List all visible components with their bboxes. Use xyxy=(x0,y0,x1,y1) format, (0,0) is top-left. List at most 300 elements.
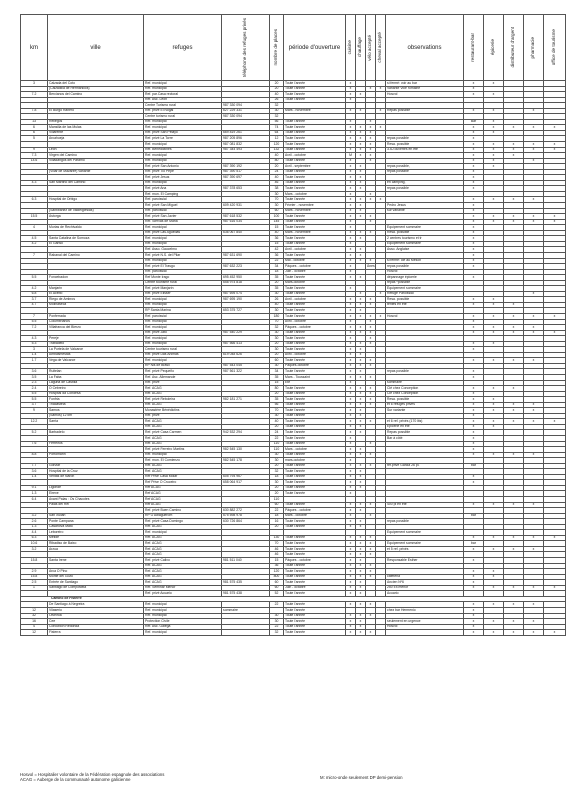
cell-velo: x xyxy=(366,363,376,369)
cell-chauffage: x xyxy=(356,563,366,569)
cell-ville: Casanova Mato xyxy=(48,524,144,530)
cell-cuisine: x xyxy=(346,541,356,547)
cell-restaurant: x xyxy=(464,241,484,247)
cell-telephone: 987 616 034 xyxy=(222,219,270,225)
cell-velo: x xyxy=(366,630,376,636)
cell-places: 110 xyxy=(270,447,284,453)
cell-periode: Mars - novembre xyxy=(284,230,346,236)
cell-restaurant: x xyxy=(464,153,484,159)
cell-chauffage: x xyxy=(356,402,366,408)
cell-chauffage: x xyxy=(356,236,366,242)
cell-observations: 3 AJ ouvertes en été xyxy=(386,147,464,153)
cell-restaurant: x xyxy=(464,313,484,319)
cell-ville: Ligonde xyxy=(48,485,144,491)
cell-chauffage: x xyxy=(356,463,366,469)
cell-pharmacie: x xyxy=(524,602,544,608)
cell-periode: Mars - novembre xyxy=(284,208,346,214)
cell-chauffage: x xyxy=(356,252,366,258)
cell-refuge: Ref. privé Das Animas xyxy=(144,352,222,358)
cell-restaurant: x xyxy=(464,142,484,148)
cell-refuge: Ref. municipal xyxy=(144,158,222,164)
cell-km: 12 xyxy=(21,607,48,613)
cell-periode: Toute l'année xyxy=(284,630,346,636)
cell-refuge: Ref. municipal xyxy=(144,607,222,613)
cell-cheval: x xyxy=(376,86,386,92)
cell-velo: Ânes xyxy=(367,263,375,268)
cell-pharmacie: x xyxy=(524,408,544,414)
cell-places: 16 xyxy=(270,519,284,525)
cell-velo: x xyxy=(366,602,376,608)
cell-periode: Toute l'année xyxy=(284,563,346,569)
cell-km: 4.4 xyxy=(21,530,48,536)
cell-km: 6 xyxy=(21,125,48,131)
cell-ville: Hospital de la Cruz xyxy=(48,469,144,475)
cell-distributeur: x xyxy=(504,302,524,308)
footer-acag: ACAG = Auberge de la communauté autonome galicienne xyxy=(20,777,131,783)
cell-cuisine: x xyxy=(346,430,356,436)
cell-cuisine: x xyxy=(346,624,356,630)
cell-pharmacie: x xyxy=(524,108,544,114)
cell-places: 30 xyxy=(270,613,284,619)
cell-epicerie: x xyxy=(484,164,504,170)
cell-observations: Hosvol xyxy=(386,624,464,630)
cell-km: 7 xyxy=(21,252,48,258)
cell-chauffage: x xyxy=(356,535,366,541)
cell-velo: x xyxy=(366,325,376,331)
cell-periode: Avril - octobre xyxy=(284,352,346,358)
cell-refuge: Ref. paroissial xyxy=(144,269,222,275)
cell-restaurant: x xyxy=(464,630,484,636)
cell-ville: Laguna de Castilla xyxy=(48,380,144,386)
cell-km: 2.9 xyxy=(21,569,48,575)
cell-refuge: Ref. privé Reboleira xyxy=(144,397,222,403)
cell-ville: (Villar de Mazarife) variante xyxy=(48,169,144,175)
cell-restaurant: x xyxy=(464,341,484,347)
cell-restaurant: x xyxy=(464,214,484,220)
cell-ville: Arca O Pino xyxy=(48,569,144,575)
cell-telephone: 987 566 413 xyxy=(222,341,270,347)
cell-velo: x xyxy=(366,546,376,552)
cell-observations: Epicerie en été xyxy=(386,424,464,430)
cell-ville: Gonzar xyxy=(48,463,144,469)
cell-velo: x xyxy=(366,341,376,347)
cell-periode: Toute l'année xyxy=(284,485,346,491)
cell-places: 30 xyxy=(270,413,284,419)
cell-chauffage: x xyxy=(356,247,366,253)
cell-cuisine: x xyxy=(346,591,356,597)
cell-ville: Leon xyxy=(48,147,144,153)
cell-places: 40 xyxy=(270,230,284,236)
cell-ville: Reliegos xyxy=(48,119,144,125)
cell-cuisine: x xyxy=(346,108,356,114)
cell-periode: Toute l'année xyxy=(284,419,346,425)
cell-refuge: Ref. privé El Nogal xyxy=(144,108,222,114)
cell-telephone: 981 575 438 xyxy=(222,591,270,597)
cell-velo: x xyxy=(366,397,376,403)
cell-office: x xyxy=(544,535,566,541)
cell-chauffage: x xyxy=(356,469,366,475)
cell-velo: x xyxy=(366,302,376,308)
cell-velo: x xyxy=(366,86,376,92)
cell-telephone: 669 819 261 xyxy=(222,130,270,136)
refuge-table-body xyxy=(21,81,566,636)
cell-ville: (Samos) 12 km xyxy=(48,413,144,419)
cell-places: 40 xyxy=(270,175,284,181)
cell-epicerie: x xyxy=(484,125,504,131)
cell-restaurant: Bar xyxy=(464,119,484,125)
cell-refuge: Ref. privé Ferreiro Martins xyxy=(144,447,222,453)
footer-notes xyxy=(20,772,565,783)
cell-cuisine: x xyxy=(346,513,356,519)
cell-telephone: 675 598 978 xyxy=(222,513,270,519)
cell-periode: Toute l'année xyxy=(284,219,346,225)
cell-office: x xyxy=(544,219,566,225)
cell-observations: Resa. possible xyxy=(386,142,464,148)
cell-periode: Toute l'année xyxy=(284,491,346,497)
cell-chauffage: x xyxy=(356,108,366,114)
cell-epicerie: x xyxy=(484,325,504,331)
cell-distributeur: x xyxy=(504,219,524,225)
cell-chauffage: x xyxy=(356,574,366,580)
cell-chauffage: x xyxy=(356,585,366,591)
cell-ville: Foncebadon xyxy=(48,275,144,281)
cell-epicerie: x xyxy=(484,419,504,425)
cell-places: 24 xyxy=(270,430,284,436)
cell-office: x xyxy=(544,125,566,131)
cell-restaurant: x xyxy=(464,624,484,630)
cell-epicerie: x xyxy=(484,108,504,114)
cell-places: 30 xyxy=(270,452,284,458)
cell-telephone: 942 532 294 xyxy=(222,430,270,436)
cell-velo: x xyxy=(366,136,376,142)
cell-ville: Samos xyxy=(48,408,144,414)
cell-observations: repas possible xyxy=(386,369,464,375)
cell-velo: x xyxy=(366,391,376,397)
cell-refuge: Ref. municipal xyxy=(144,297,222,303)
cell-distributeur: x xyxy=(504,535,524,541)
cell-telephone: 987 378 653 xyxy=(222,186,270,192)
cell-distributeur: x xyxy=(504,325,524,331)
cell-cuisine: x xyxy=(346,347,356,353)
cell-km: 3.6 xyxy=(21,469,48,475)
cell-refuge: Ref. mun. El Comienzo xyxy=(144,458,222,464)
cell-chauffage: x xyxy=(356,552,366,558)
cell-places: 70 xyxy=(270,408,284,414)
cell-periode: Été xyxy=(284,380,346,386)
cell-refuge: Ref. municipal xyxy=(144,613,222,619)
cell-places: 70 xyxy=(270,197,284,203)
cell-ville: La Faba xyxy=(48,374,144,380)
cell-observations: repas possible, xyxy=(386,164,464,170)
cell-chauffage: x xyxy=(356,275,366,281)
col-observations: observations xyxy=(386,15,464,81)
cell-refuge: Ref. privé La Torre xyxy=(144,136,222,142)
cell-observations: seulement en urgence xyxy=(386,619,464,625)
cell-periode: Toute l'année xyxy=(284,92,346,98)
cell-places: 60 xyxy=(270,580,284,586)
cell-chauffage: x xyxy=(356,430,366,436)
cell-refuge: Ref. ACAG xyxy=(144,419,222,425)
cell-periode: Toute l'année xyxy=(284,119,346,125)
cell-chauffage: x xyxy=(356,408,366,414)
cell-chauffage: x xyxy=(356,546,366,552)
cell-places: 26 xyxy=(270,97,284,103)
cell-distributeur: x xyxy=(504,502,524,508)
cell-restaurant: x xyxy=(464,219,484,225)
cell-telephone: 987 618 532 xyxy=(222,214,270,220)
cell-refuge: Ref. privé Manjarin xyxy=(144,286,222,292)
cell-periode: Toute l'année xyxy=(284,574,346,580)
cell-places: 20 xyxy=(270,86,284,92)
refuge-table-sheet xyxy=(20,14,565,636)
cell-cuisine: x xyxy=(346,402,356,408)
cell-periode: Toute l'année xyxy=(284,397,346,403)
cell-periode: Toute l'année xyxy=(284,519,346,525)
cell-telephone: 987 632 223 xyxy=(222,264,270,270)
cell-chauffage: x xyxy=(356,142,366,148)
cell-km: 7 xyxy=(21,313,48,319)
cell-refuge: Ref. paroissial xyxy=(144,313,222,319)
cell-restaurant: x xyxy=(464,319,484,325)
cell-pharmacie: x xyxy=(524,142,544,148)
cell-observations: dépannage épicerie xyxy=(386,275,464,281)
cell-ville: Ponferrada xyxy=(48,313,144,319)
cell-places: 18 xyxy=(270,474,284,480)
cell-cuisine: x xyxy=(346,458,356,464)
cell-cuisine: x xyxy=(346,241,356,247)
cell-velo: x xyxy=(366,552,376,558)
cell-chauffage: x xyxy=(356,424,366,430)
cell-refuge: Ref. municipal xyxy=(144,119,222,125)
cell-cuisine: x xyxy=(346,363,356,369)
cell-refuge: Ref. privé N.S. del Pilar xyxy=(144,252,222,258)
cell-ville: Santa Catalina de Somoza xyxy=(48,236,144,242)
cell-chauffage: x xyxy=(356,186,366,192)
cell-periode: Toute l'année xyxy=(284,613,346,619)
cell-ville: Arzua xyxy=(48,546,144,552)
cell-velo: x xyxy=(366,125,376,131)
cell-pharmacie: x xyxy=(524,147,544,153)
cell-epicerie: x xyxy=(484,147,504,153)
cell-epicerie: x xyxy=(484,341,504,347)
cell-refuge: Ref. ACAG xyxy=(144,574,222,580)
cell-km: 2.6 xyxy=(21,519,48,525)
cell-periode: Toute l'année xyxy=(284,386,346,392)
col-epicerie: épicerie xyxy=(484,15,504,81)
cell-places: 74 xyxy=(270,125,284,131)
cell-km: 7.8 xyxy=(21,108,48,114)
cell-periode: Toute l'année xyxy=(284,580,346,586)
cell-velo: x xyxy=(366,191,376,197)
cell-epicerie: x xyxy=(484,158,504,164)
cell-chauffage: x xyxy=(356,613,366,619)
cell-office: x xyxy=(544,142,566,148)
cell-restaurant: x xyxy=(464,347,484,353)
cell-refuge: Ref. privé San Javier xyxy=(144,214,222,220)
col-cuisine: cuisine xyxy=(346,15,356,81)
cell-refuge: Ref. ACAG xyxy=(144,424,222,430)
cell-refuge: Ref. ACAG xyxy=(144,546,222,552)
cell-velo: x xyxy=(366,119,376,125)
cell-periode: Toute l'année xyxy=(284,591,346,597)
cell-restaurant: x xyxy=(464,480,484,486)
cell-km: 2.4 xyxy=(21,386,48,392)
cell-km: 3 xyxy=(21,347,48,353)
cell-telephone: 987 543 045 xyxy=(222,363,270,369)
cell-cuisine: x xyxy=(346,374,356,380)
cell-restaurant: x xyxy=(464,602,484,608)
cell-cuisine: x xyxy=(346,519,356,525)
cell-cuisine: x xyxy=(346,397,356,403)
cell-cuisine: x xyxy=(346,352,356,358)
cell-epicerie: x xyxy=(484,81,504,87)
cell-chauffage: x xyxy=(356,369,366,375)
cell-ville: De Santiago à Negreira xyxy=(48,602,144,608)
col-chauffage: chauffage xyxy=(356,15,366,81)
cell-distributeur: x xyxy=(504,630,524,636)
cell-restaurant: x xyxy=(464,535,484,541)
cell-restaurant: x xyxy=(464,585,484,591)
cell-cuisine: x xyxy=(346,341,356,347)
cell-places: 34 xyxy=(270,264,284,270)
cell-velo: x xyxy=(366,258,376,264)
cell-km: 12 xyxy=(21,630,48,636)
cell-pharmacie: x xyxy=(524,125,544,131)
cell-pharmacie: x xyxy=(524,219,544,225)
cell-distributeur: x xyxy=(504,419,524,425)
cell-cuisine: x xyxy=(346,574,356,580)
cell-observations: Ancien Nº6 xyxy=(386,580,464,586)
cell-chauffage: x xyxy=(356,419,366,425)
cell-refuge: Ref. privé Casa Carmen xyxy=(144,430,222,436)
cell-observations: Equipement sommaire xyxy=(386,541,464,547)
cell-chauffage: x xyxy=(356,313,366,319)
cell-places: 30 xyxy=(270,330,284,336)
cell-observations: sommaire xyxy=(386,380,464,386)
cell-periode: Juin - octobre xyxy=(284,585,346,591)
col-refuges: refuges xyxy=(144,15,222,81)
cell-restaurant: x xyxy=(464,369,484,375)
cell-pharmacie: x xyxy=(524,419,544,425)
cell-ville: Olveiroa xyxy=(48,613,144,619)
cell-ville: O Cebreiro xyxy=(48,386,144,392)
cell-epicerie: x xyxy=(484,297,504,303)
cell-places: 30 xyxy=(270,480,284,486)
cell-places: 36 xyxy=(270,563,284,569)
cell-periode: Toute l'année xyxy=(284,569,346,575)
cell-periode: Toute l'année xyxy=(284,225,346,231)
cell-observations: Equipement sommaire xyxy=(386,241,464,247)
cell-refuge: Ref. ACAG xyxy=(144,524,222,530)
cell-km: 32 xyxy=(21,613,48,619)
cell-ville: Hospital da Condesa xyxy=(48,391,144,397)
cell-refuge: Ref. municipal xyxy=(144,236,222,242)
cell-office: x xyxy=(544,147,566,153)
cell-chauffage: x xyxy=(356,347,366,353)
cell-restaurant: x xyxy=(464,374,484,380)
cell-places: 20 xyxy=(270,485,284,491)
cell-places: 46 xyxy=(270,180,284,186)
cell-places: 56 xyxy=(270,119,284,125)
cell-restaurant: x xyxy=(464,275,484,281)
cell-places: 80 xyxy=(270,386,284,392)
cell-km: 1 xyxy=(21,585,48,591)
cell-places: 60 xyxy=(270,502,284,508)
cell-ville: Ruitelan xyxy=(48,369,144,375)
cell-refuge: Ref. ACAG xyxy=(144,541,222,547)
cell-restaurant: x xyxy=(464,430,484,436)
cell-restaurant: x xyxy=(464,164,484,170)
cell-observations: Resa. possible xyxy=(386,397,464,403)
cell-refuge: Centre tourismo rural xyxy=(144,347,222,353)
cell-places: 15 xyxy=(270,241,284,247)
cell-distributeur: x xyxy=(504,358,524,364)
cell-epicerie: x xyxy=(484,424,504,430)
cell-restaurant: x xyxy=(464,436,484,442)
cell-refuge: Ref. ACAG xyxy=(144,386,222,392)
cell-distributeur: x xyxy=(504,546,524,552)
cell-km: 16 xyxy=(21,619,48,625)
cell-restaurant: x xyxy=(464,130,484,136)
cell-velo: x xyxy=(366,535,376,541)
cell-office: x xyxy=(544,630,566,636)
cell-periode: Toute l'année xyxy=(284,158,346,164)
cell-refuge: Ref. ACAG xyxy=(144,402,222,408)
cell-distributeur: x xyxy=(504,402,524,408)
cell-cuisine: x xyxy=(346,130,356,136)
cell-refuge: Ref. municipal xyxy=(144,530,222,536)
cell-pharmacie: x xyxy=(524,214,544,220)
cell-observations: tentes en été xyxy=(386,302,464,308)
cell-chauffage: x xyxy=(356,153,366,159)
cell-cuisine: x xyxy=(346,297,356,303)
cell-refuge: Ref. ACAG xyxy=(144,436,222,442)
cell-restaurant: x xyxy=(464,186,484,192)
cell-periode: Toute l'année xyxy=(284,474,346,480)
cell-ville: Barbadelo xyxy=(48,430,144,436)
cell-periode: Toute l'année xyxy=(284,452,346,458)
cell-pharmacie: x xyxy=(524,325,544,331)
cell-observations: Pedro Jesus xyxy=(386,203,464,209)
cell-restaurant: x xyxy=(464,158,484,164)
cell-periode: Toute l'année xyxy=(284,441,346,447)
cell-velo: x xyxy=(366,574,376,580)
cell-restaurant: x xyxy=(464,558,484,564)
cell-refuge: Ref. municipal xyxy=(144,180,222,186)
cell-ville: Villadangos del Paramo xyxy=(48,158,144,164)
cell-cuisine: x xyxy=(346,313,356,319)
cell-places: 20 xyxy=(270,341,284,347)
cell-cuisine: x xyxy=(346,391,356,397)
cell-places: 800 xyxy=(270,574,284,580)
cell-refuge: Ref. ACAG xyxy=(144,569,222,575)
cell-refuge: Ref. municipal xyxy=(144,153,222,159)
cell-distributeur: x xyxy=(504,214,524,220)
cell-refuge: Ref. privé El Trasgu xyxy=(144,264,222,270)
cell-refuge: RP O Albaguerom xyxy=(144,513,222,519)
cell-telephone: 619 048 626 xyxy=(222,352,270,358)
cell-periode: Toute l'année xyxy=(284,402,346,408)
cell-refuge: Ref. privé xyxy=(144,380,222,386)
cell-epicerie: x xyxy=(484,574,504,580)
cell-chauffage: x xyxy=(356,602,366,608)
cell-places: 20 xyxy=(270,463,284,469)
cell-cheval: x xyxy=(376,197,386,203)
cell-places: 32 xyxy=(270,630,284,636)
cell-places: 130 xyxy=(270,535,284,541)
cell-km: 3.7 xyxy=(21,297,48,303)
cell-places: 38 xyxy=(270,186,284,192)
